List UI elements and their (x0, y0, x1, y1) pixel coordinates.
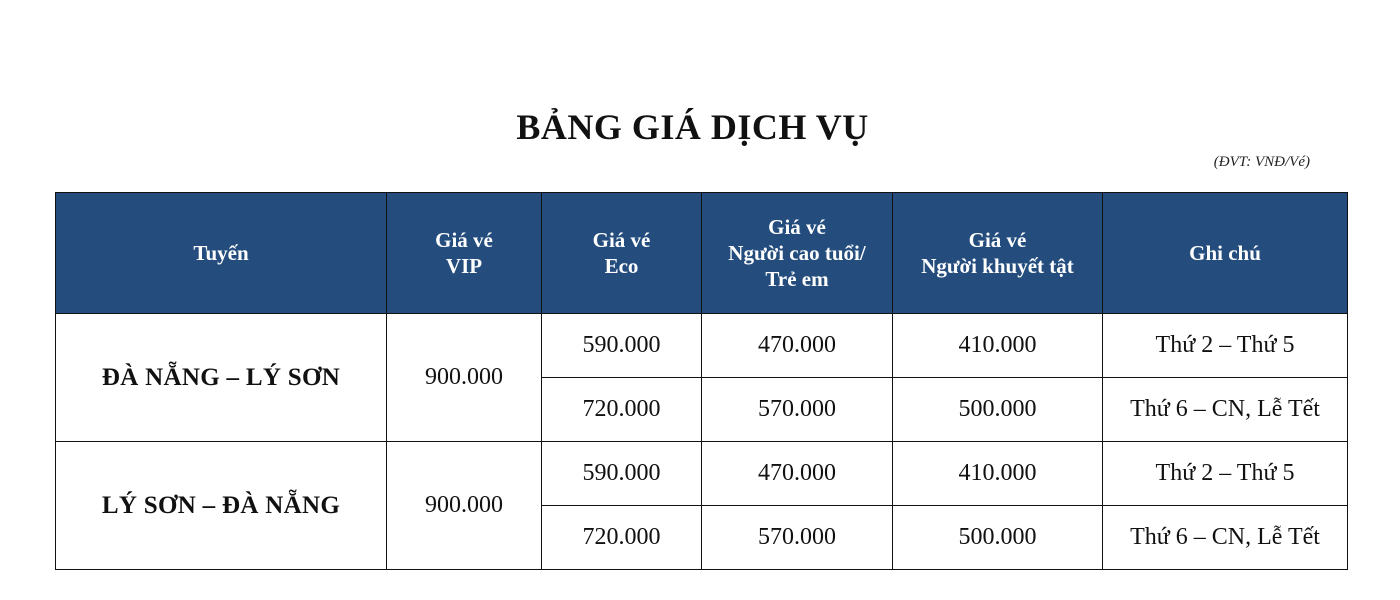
eco-price: 720.000 (542, 378, 702, 442)
header-route: Tuyến (56, 193, 387, 314)
header-elderly-child: Giá vé Người cao tuổi/ Trẻ em (702, 193, 893, 314)
note-cell: Thứ 2 – Thứ 5 (1103, 314, 1348, 378)
elderly-price: 470.000 (702, 314, 893, 378)
disabled-price: 500.000 (893, 378, 1103, 442)
note-cell: Thứ 2 – Thứ 5 (1103, 442, 1348, 506)
elderly-price: 470.000 (702, 442, 893, 506)
header-eco: Giá vé Eco (542, 193, 702, 314)
route-name: ĐÀ NẴNG – LÝ SƠN (56, 314, 387, 442)
eco-price: 590.000 (542, 442, 702, 506)
price-table (55, 192, 1348, 570)
disabled-price: 410.000 (893, 442, 1103, 506)
table-row (56, 442, 1348, 506)
page-title: BẢNG GIÁ DỊCH VỤ (516, 107, 869, 147)
route-name: LÝ SƠN – ĐÀ NẴNG (56, 442, 387, 570)
header-row (56, 193, 1348, 314)
vip-price: 900.000 (387, 442, 542, 570)
header-disabled: Giá vé Người khuyết tật (893, 193, 1103, 314)
eco-price: 720.000 (542, 506, 702, 570)
header-vip: Giá vé VIP (387, 193, 542, 314)
disabled-price: 410.000 (893, 314, 1103, 378)
table-row (56, 314, 1348, 378)
note-cell: Thứ 6 – CN, Lễ Tết (1103, 378, 1348, 442)
elderly-price: 570.000 (702, 378, 893, 442)
elderly-price: 570.000 (702, 506, 893, 570)
note-cell: Thứ 6 – CN, Lễ Tết (1103, 506, 1348, 570)
eco-price: 590.000 (542, 314, 702, 378)
unit-note: (ĐVT: VNĐ/Vé) (1213, 154, 1310, 170)
vip-price: 900.000 (387, 314, 542, 442)
header-note: Ghi chú (1103, 193, 1348, 314)
disabled-price: 500.000 (893, 506, 1103, 570)
